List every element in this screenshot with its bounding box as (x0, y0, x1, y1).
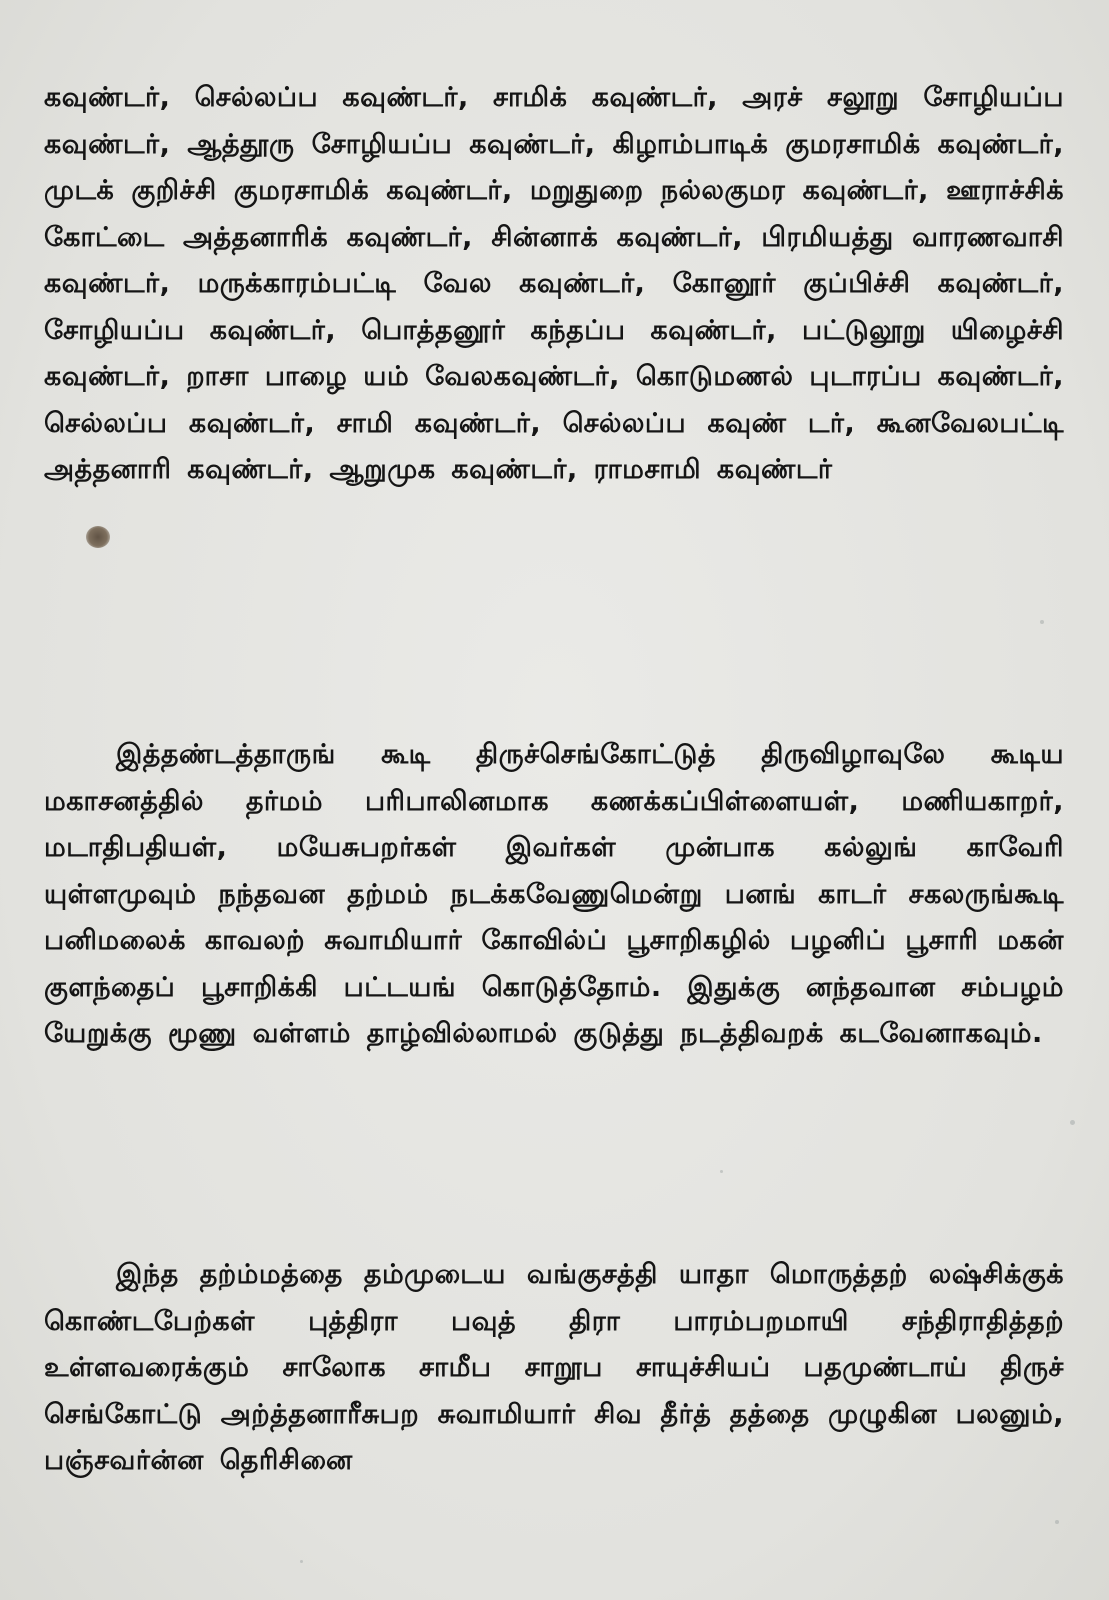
paper-speck (1055, 1520, 1059, 1524)
paragraph-blessing: இந்த தற்ம்மத்தை தம்முடைய வங்குசத்தி யாதா மொருத்தற் லஷ்சிக்குக் கொண்டபேற்கள் புத்திரா பவுத் திரா பாரம்பறமாயி சந்திராதித்தற் உள்ளவரைக்கும் சாலோக சாமீப சாறூப சாயுச்சியப் பதமுண்டாய் திருச் செங்கோட்டு அற்த்தனாரீசுபற சுவாமியார் சிவ தீர்த் தத்தை முழுகின பலனும், பஞ்சவர்ன்ன தெரிசினை (44, 1259, 1064, 1476)
paper-speck (1040, 620, 1044, 624)
paper-speck (1070, 1120, 1075, 1125)
paper-speck (720, 1170, 723, 1173)
paragraph-grant: இத்தண்டத்தாருங் கூடி திருச்செங்கோட்டுத் திருவிழாவுலே கூடிய மகாசனத்தில் தர்மம் பரிபாலினமாக கணக்கப்பிள்ளையள், மணியகாறர், மடாதிபதியள், மயேசுபறர்கள் இவர்கள் முன்பாக கல்லுங் காவேரி யுள்ளமுவும் நந்தவன தற்மம் நடக்கவேணுமென்று பனங் காடர் சகலருங்கூடி பனிமலைக் காவலற் சுவாமியார் கோவில்ப் பூசாறிகழில் பழனிப் பூசாரி மகன் குளந்தைப் பூசாறிக்கி பட்டயங் கொடுத்தோம். இதுக்கு னந்தவான சம்பழம் யேறுக்கு மூணு வள்ளம் தாழ்வில்லாமல் குடுத்து நடத்திவறக் கடவேனாகவும். (44, 739, 1064, 1049)
ink-smudge (86, 526, 110, 548)
paper-speck (300, 1560, 303, 1563)
paragraph-names-list: கவுண்டர், செல்லப்ப கவுண்டர், சாமிக் கவுண்டர், அரச் சலூறு சோழியப்ப கவுண்டர், ஆத்தூரு சோழியப்ப கவுண்டர், கிழாம்பாடிக் குமரசாமிக் கவுண்டர், முடக் குறிச்சி குமரசாமிக் கவுண்டர், மறுதுறை நல்லகுமர கவுண்டர், ஊராச்சிக் கோட்டை அத்தனாரிக் கவுண்டர், சின்னாக் கவுண்டர், பிரமியத்து வாரணவாசி கவுண்டர், மருக்காரம்பட்டி வேல கவுண்டர், கோனூர் குப்பிச்சி கவுண்டர், சோழியப்ப கவுண்டர், பொத்தனூர் கந்தப்ப கவுண்டர், பட்டுலூறு யிழைச்சி கவுண்டர், றாசா பாழை யம் வேலகவுண்டர், கொடுமணல் புடாரப்ப கவுண்டர், செல்லப்ப கவுண்டர், சாமி கவுண்டர், செல்லப்ப கவுண் டர், கூனவேலபட்டி அத்தனாரி கவுண்டர், ஆறுமுக கவுண்டர், ராமசாமி கவுண்டர் (44, 82, 1064, 485)
